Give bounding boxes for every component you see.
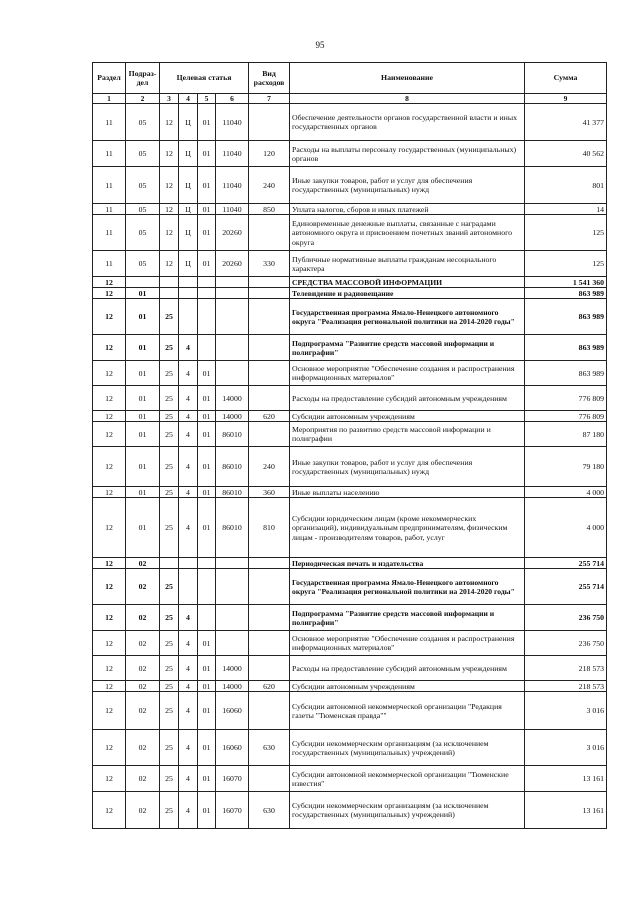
cell-naimenovanie: Обеспечение деятельности органов государственной власти и иных государственных органов <box>290 104 525 141</box>
cell-program: 25 <box>160 361 179 386</box>
cell-naimenovanie: Периодическая печать и издательства <box>290 558 525 569</box>
cell-direction <box>216 299 249 335</box>
cell-direction: 14000 <box>216 681 249 692</box>
cell-subprogram: 4 <box>179 422 198 447</box>
cell-naimenovanie: Расходы на предоставление субсидий автономным учреждениям <box>290 386 525 411</box>
cell-vid-rashodov: 120 <box>249 141 290 167</box>
cell-program: 25 <box>160 299 179 335</box>
cell-naimenovanie: Субсидии некоммерческим организациям (за исключением государственных (муниципальных) учреждений) <box>290 730 525 766</box>
cell-program: 12 <box>160 251 179 277</box>
cell-naimenovanie: Уплата налогов, сборов и иных платежей <box>290 204 525 215</box>
cell-summa: 1 541 360 <box>525 277 607 288</box>
cell-podrazdel: 01 <box>126 411 160 422</box>
column-number-row <box>93 94 607 104</box>
cell-event: 01 <box>198 792 216 829</box>
cell-direction <box>216 605 249 631</box>
cell-podrazdel: 02 <box>126 692 160 730</box>
table-row <box>93 299 607 335</box>
cell-naimenovanie: Подпрограмма "Развитие средств массовой информации и полиграфии" <box>290 605 525 631</box>
cell-event <box>198 299 216 335</box>
table-row <box>93 167 607 204</box>
cell-razdel: 12 <box>93 335 126 361</box>
cell-razdel: 12 <box>93 277 126 288</box>
cell-naimenovanie: Мероприятия по развитию средств массовой информации и полиграфии <box>290 422 525 447</box>
cell-naimenovanie: Иные закупки товаров, работ и услуг для обеспечения государственных (муниципальных) нужд <box>290 447 525 487</box>
cell-event: 01 <box>198 498 216 558</box>
cell-podrazdel: 02 <box>126 730 160 766</box>
cell-podrazdel: 02 <box>126 792 160 829</box>
cell-podrazdel: 01 <box>126 335 160 361</box>
cell-direction <box>216 361 249 386</box>
cell-subprogram: 4 <box>179 447 198 487</box>
table-row <box>93 498 607 558</box>
cell-event: 01 <box>198 681 216 692</box>
table-row <box>93 692 607 730</box>
cell-subprogram: Ц <box>179 204 198 215</box>
cell-program: 25 <box>160 692 179 730</box>
cell-vid-rashodov: 330 <box>249 251 290 277</box>
cell-vid-rashodov: 850 <box>249 204 290 215</box>
cell-summa: 13 161 <box>525 792 607 829</box>
cell-program: 12 <box>160 204 179 215</box>
table-row <box>93 288 607 299</box>
cell-razdel: 12 <box>93 447 126 487</box>
colnum: 1 <box>93 94 126 104</box>
cell-summa: 863 989 <box>525 361 607 386</box>
table-row <box>93 558 607 569</box>
cell-vid-rashodov <box>249 422 290 447</box>
cell-vid-rashodov <box>249 766 290 792</box>
cell-subprogram: Ц <box>179 167 198 204</box>
cell-razdel: 12 <box>93 558 126 569</box>
cell-program: 25 <box>160 411 179 422</box>
cell-direction: 86010 <box>216 422 249 447</box>
cell-podrazdel: 02 <box>126 766 160 792</box>
cell-podrazdel: 01 <box>126 422 160 447</box>
cell-program: 25 <box>160 605 179 631</box>
cell-event: 01 <box>198 411 216 422</box>
cell-event <box>198 605 216 631</box>
cell-vid-rashodov <box>249 656 290 681</box>
cell-naimenovanie: Расходы на предоставление субсидий автономным учреждениям <box>290 656 525 681</box>
cell-event: 01 <box>198 141 216 167</box>
cell-vid-rashodov: 810 <box>249 498 290 558</box>
colnum: 9 <box>525 94 607 104</box>
cell-summa: 236 750 <box>525 605 607 631</box>
cell-direction: 86010 <box>216 487 249 498</box>
table-row <box>93 569 607 605</box>
cell-naimenovanie: Телевидение и радиовещание <box>290 288 525 299</box>
cell-vid-rashodov <box>249 692 290 730</box>
cell-subprogram: Ц <box>179 104 198 141</box>
cell-podrazdel: 02 <box>126 569 160 605</box>
cell-podrazdel: 01 <box>126 361 160 386</box>
cell-podrazdel: 02 <box>126 631 160 656</box>
table-row <box>93 141 607 167</box>
cell-podrazdel: 05 <box>126 204 160 215</box>
cell-naimenovanie: Государственная программа Ямало-Ненецкого автономного округа "Реализация региональной политики на 2014-2020 годы" <box>290 299 525 335</box>
cell-program: 25 <box>160 792 179 829</box>
table-row <box>93 361 607 386</box>
cell-program: 12 <box>160 167 179 204</box>
cell-direction: 16060 <box>216 692 249 730</box>
cell-subprogram: 4 <box>179 361 198 386</box>
cell-razdel: 12 <box>93 730 126 766</box>
cell-event: 01 <box>198 692 216 730</box>
colnum: 4 <box>179 94 198 104</box>
cell-direction: 16070 <box>216 792 249 829</box>
cell-direction <box>216 631 249 656</box>
cell-vid-rashodov: 620 <box>249 411 290 422</box>
cell-subprogram <box>179 558 198 569</box>
cell-vid-rashodov <box>249 277 290 288</box>
cell-podrazdel: 05 <box>126 104 160 141</box>
cell-event: 01 <box>198 204 216 215</box>
cell-razdel: 12 <box>93 299 126 335</box>
cell-direction: 86010 <box>216 498 249 558</box>
cell-naimenovanie: Субсидии автономной некоммерческой организации "Тюменские известия" <box>290 766 525 792</box>
cell-subprogram: Ц <box>179 251 198 277</box>
table-row <box>93 605 607 631</box>
cell-razdel: 11 <box>93 104 126 141</box>
cell-summa: 776 809 <box>525 386 607 411</box>
table-row <box>93 766 607 792</box>
cell-vid-rashodov: 240 <box>249 447 290 487</box>
cell-razdel: 12 <box>93 422 126 447</box>
cell-summa: 14 <box>525 204 607 215</box>
cell-subprogram: 4 <box>179 656 198 681</box>
cell-direction: 11040 <box>216 167 249 204</box>
cell-naimenovanie: Субсидии автономной некоммерческой организации "Редакция газеты "Тюменская правда"" <box>290 692 525 730</box>
cell-event <box>198 569 216 605</box>
header-naimenovanie: Наименование <box>290 63 525 94</box>
cell-event: 01 <box>198 766 216 792</box>
cell-subprogram <box>179 288 198 299</box>
cell-naimenovanie: Основное мероприятие "Обеспечение создания и распространения информационных материалов" <box>290 361 525 386</box>
cell-razdel: 11 <box>93 204 126 215</box>
cell-summa: 218 573 <box>525 681 607 692</box>
cell-subprogram: 4 <box>179 386 198 411</box>
cell-summa: 218 573 <box>525 656 607 681</box>
cell-direction: 86010 <box>216 447 249 487</box>
cell-naimenovanie: Расходы на выплаты персоналу государственных (муниципальных) органов <box>290 141 525 167</box>
cell-naimenovanie: Государственная программа Ямало-Ненецкого автономного округа "Реализация региональной политики на 2014-2020 годы" <box>290 569 525 605</box>
header-summa: Сумма <box>525 63 607 94</box>
header-vid-rashodov: Вид расходов <box>249 63 290 94</box>
cell-subprogram: 4 <box>179 766 198 792</box>
cell-program: 25 <box>160 569 179 605</box>
header-row <box>93 63 607 94</box>
cell-summa: 40 562 <box>525 141 607 167</box>
cell-event: 01 <box>198 487 216 498</box>
cell-podrazdel: 05 <box>126 167 160 204</box>
cell-vid-rashodov: 620 <box>249 681 290 692</box>
cell-summa: 801 <box>525 167 607 204</box>
cell-program: 12 <box>160 141 179 167</box>
table-row <box>93 681 607 692</box>
cell-vid-rashodov <box>249 288 290 299</box>
cell-podrazdel: 01 <box>126 447 160 487</box>
cell-naimenovanie: Подпрограмма "Развитие средств массовой информации и полиграфии" <box>290 335 525 361</box>
cell-subprogram: 4 <box>179 631 198 656</box>
cell-subprogram: 4 <box>179 335 198 361</box>
cell-subprogram <box>179 277 198 288</box>
cell-program: 25 <box>160 335 179 361</box>
header-celevaya-statya: Целевая статья <box>160 63 249 94</box>
cell-event: 01 <box>198 361 216 386</box>
cell-razdel: 12 <box>93 411 126 422</box>
cell-subprogram: 4 <box>179 692 198 730</box>
colnum: 3 <box>160 94 179 104</box>
cell-program <box>160 558 179 569</box>
cell-vid-rashodov <box>249 631 290 656</box>
cell-event: 01 <box>198 167 216 204</box>
cell-summa: 125 <box>525 215 607 251</box>
colnum: 6 <box>216 94 249 104</box>
cell-podrazdel: 02 <box>126 681 160 692</box>
cell-summa: 125 <box>525 251 607 277</box>
page-number: 95 <box>315 40 325 50</box>
cell-program: 25 <box>160 386 179 411</box>
cell-razdel: 12 <box>93 361 126 386</box>
cell-podrazdel: 01 <box>126 299 160 335</box>
cell-vid-rashodov: 630 <box>249 792 290 829</box>
cell-razdel: 11 <box>93 141 126 167</box>
cell-subprogram: 4 <box>179 792 198 829</box>
table-row <box>93 386 607 411</box>
cell-naimenovanie: Субсидии некоммерческим организациям (за исключением государственных (муниципальных) учреждений) <box>290 792 525 829</box>
cell-podrazdel: 01 <box>126 386 160 411</box>
cell-vid-rashodov <box>249 569 290 605</box>
cell-vid-rashodov <box>249 215 290 251</box>
cell-naimenovanie: Субсидии юридическим лицам (кроме некоммерческих организаций), индивидуальным предпринимателям, физическим лицам - производителям товаров, работ, услуг <box>290 498 525 558</box>
cell-razdel: 12 <box>93 692 126 730</box>
cell-direction <box>216 288 249 299</box>
cell-event <box>198 277 216 288</box>
cell-razdel: 12 <box>93 681 126 692</box>
table-row <box>93 631 607 656</box>
cell-direction: 20260 <box>216 215 249 251</box>
cell-summa: 87 180 <box>525 422 607 447</box>
cell-event: 01 <box>198 386 216 411</box>
cell-direction <box>216 335 249 361</box>
cell-direction: 11040 <box>216 204 249 215</box>
cell-vid-rashodov <box>249 104 290 141</box>
cell-subprogram <box>179 299 198 335</box>
cell-naimenovanie: Единовременные денежные выплаты, связанные с наградами автономного округа и присвоением почетных званий автономного округа <box>290 215 525 251</box>
cell-subprogram: 4 <box>179 487 198 498</box>
cell-razdel: 12 <box>93 386 126 411</box>
cell-razdel: 12 <box>93 605 126 631</box>
cell-program: 25 <box>160 730 179 766</box>
cell-subprogram: 4 <box>179 605 198 631</box>
cell-vid-rashodov <box>249 335 290 361</box>
table-row <box>93 730 607 766</box>
cell-podrazdel: 05 <box>126 251 160 277</box>
cell-summa: 863 989 <box>525 335 607 361</box>
cell-event <box>198 558 216 569</box>
cell-program: 12 <box>160 215 179 251</box>
header-podrazdel: Подраз-дел <box>126 63 160 94</box>
cell-event: 01 <box>198 730 216 766</box>
cell-naimenovanie: Иные выплаты населению <box>290 487 525 498</box>
cell-direction: 16060 <box>216 730 249 766</box>
cell-subprogram: 4 <box>179 411 198 422</box>
cell-event: 01 <box>198 104 216 141</box>
cell-program <box>160 288 179 299</box>
cell-naimenovanie: Субсидии автономным учреждениям <box>290 411 525 422</box>
cell-program: 25 <box>160 422 179 447</box>
cell-direction: 11040 <box>216 141 249 167</box>
cell-vid-rashodov <box>249 361 290 386</box>
cell-program: 25 <box>160 766 179 792</box>
cell-event: 01 <box>198 251 216 277</box>
colnum: 2 <box>126 94 160 104</box>
table-row <box>93 251 607 277</box>
cell-podrazdel <box>126 277 160 288</box>
cell-direction: 14000 <box>216 411 249 422</box>
cell-razdel: 12 <box>93 792 126 829</box>
cell-program: 25 <box>160 447 179 487</box>
table-row <box>93 411 607 422</box>
cell-naimenovanie: Публичные нормативные выплаты гражданам несоциального характера <box>290 251 525 277</box>
cell-naimenovanie: СРЕДСТВА МАССОВОЙ ИНФОРМАЦИИ <box>290 277 525 288</box>
cell-summa: 236 750 <box>525 631 607 656</box>
cell-direction <box>216 558 249 569</box>
table-row <box>93 487 607 498</box>
cell-summa: 3 016 <box>525 692 607 730</box>
table-row <box>93 204 607 215</box>
cell-vid-rashodov <box>249 386 290 411</box>
cell-summa: 776 809 <box>525 411 607 422</box>
cell-summa: 41 377 <box>525 104 607 141</box>
cell-summa: 13 161 <box>525 766 607 792</box>
cell-event <box>198 335 216 361</box>
cell-summa: 863 989 <box>525 299 607 335</box>
table-row <box>93 277 607 288</box>
table-row <box>93 335 607 361</box>
cell-vid-rashodov: 630 <box>249 730 290 766</box>
cell-summa: 79 180 <box>525 447 607 487</box>
cell-direction: 14000 <box>216 656 249 681</box>
cell-vid-rashodov: 240 <box>249 167 290 204</box>
cell-razdel: 11 <box>93 251 126 277</box>
cell-subprogram <box>179 569 198 605</box>
header-razdel: Раздел <box>93 63 126 94</box>
cell-subprogram: 4 <box>179 498 198 558</box>
cell-event <box>198 288 216 299</box>
cell-razdel: 12 <box>93 487 126 498</box>
cell-event: 01 <box>198 447 216 487</box>
cell-razdel: 11 <box>93 167 126 204</box>
cell-event: 01 <box>198 656 216 681</box>
table-row <box>93 656 607 681</box>
table-body <box>93 104 607 829</box>
table-row <box>93 447 607 487</box>
cell-summa: 4 000 <box>525 498 607 558</box>
cell-summa: 255 714 <box>525 569 607 605</box>
cell-razdel: 12 <box>93 656 126 681</box>
cell-program: 25 <box>160 631 179 656</box>
table-row <box>93 792 607 829</box>
cell-subprogram: 4 <box>179 681 198 692</box>
cell-razdel: 12 <box>93 498 126 558</box>
cell-event: 01 <box>198 422 216 447</box>
cell-vid-rashodov: 360 <box>249 487 290 498</box>
cell-podrazdel: 01 <box>126 288 160 299</box>
cell-razdel: 12 <box>93 766 126 792</box>
table-row <box>93 422 607 447</box>
cell-razdel: 12 <box>93 569 126 605</box>
cell-podrazdel: 05 <box>126 141 160 167</box>
cell-direction: 20260 <box>216 251 249 277</box>
cell-program: 25 <box>160 498 179 558</box>
cell-summa: 4 000 <box>525 487 607 498</box>
table-row <box>93 104 607 141</box>
colnum: 7 <box>249 94 290 104</box>
cell-subprogram: 4 <box>179 730 198 766</box>
colnum: 8 <box>290 94 525 104</box>
cell-program: 25 <box>160 487 179 498</box>
cell-podrazdel: 01 <box>126 487 160 498</box>
cell-summa: 3 016 <box>525 730 607 766</box>
cell-podrazdel: 02 <box>126 605 160 631</box>
cell-direction: 16070 <box>216 766 249 792</box>
cell-direction <box>216 569 249 605</box>
table-row <box>93 215 607 251</box>
cell-summa: 863 989 <box>525 288 607 299</box>
budget-table <box>92 62 607 829</box>
cell-subprogram: Ц <box>179 141 198 167</box>
cell-podrazdel: 02 <box>126 656 160 681</box>
cell-subprogram: Ц <box>179 215 198 251</box>
cell-razdel: 12 <box>93 631 126 656</box>
cell-direction: 11040 <box>216 104 249 141</box>
cell-razdel: 11 <box>93 215 126 251</box>
cell-event: 01 <box>198 215 216 251</box>
cell-direction <box>216 277 249 288</box>
cell-naimenovanie: Иные закупки товаров, работ и услуг для обеспечения государственных (муниципальных) нужд <box>290 167 525 204</box>
cell-naimenovanie: Основное мероприятие "Обеспечение создания и распространения информационных материалов" <box>290 631 525 656</box>
cell-podrazdel: 05 <box>126 215 160 251</box>
cell-summa: 255 714 <box>525 558 607 569</box>
cell-program: 12 <box>160 104 179 141</box>
cell-vid-rashodov <box>249 605 290 631</box>
colnum: 5 <box>198 94 216 104</box>
cell-naimenovanie: Субсидии автономным учреждениям <box>290 681 525 692</box>
cell-vid-rashodov <box>249 299 290 335</box>
cell-event: 01 <box>198 631 216 656</box>
cell-razdel: 12 <box>93 288 126 299</box>
cell-direction: 14000 <box>216 386 249 411</box>
cell-vid-rashodov <box>249 558 290 569</box>
cell-program: 25 <box>160 656 179 681</box>
cell-podrazdel: 02 <box>126 558 160 569</box>
cell-program: 25 <box>160 681 179 692</box>
cell-podrazdel: 01 <box>126 498 160 558</box>
cell-program <box>160 277 179 288</box>
